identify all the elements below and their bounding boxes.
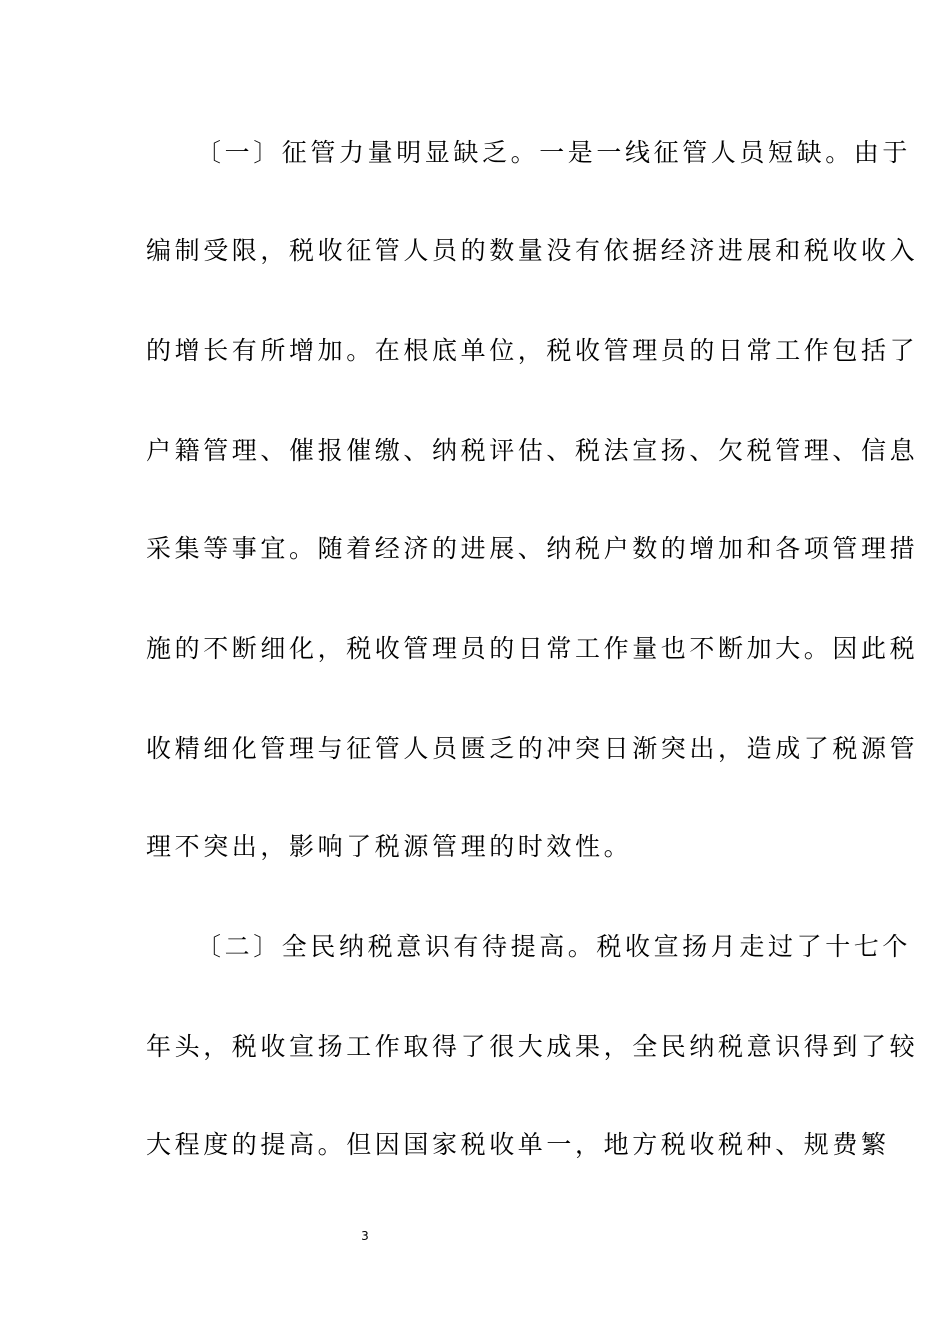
paragraph-1-line-1: 〔一〕征管力量明显缺乏。一是一线征管人员短缺。由于 <box>196 138 912 167</box>
paragraph-1-line-8: 理不突出，影响了税源管理的时效性。 <box>146 832 633 861</box>
paragraph-2-line-3: 大程度的提高。但因国家税收单一，地方税收税种、规费繁 <box>146 1130 890 1159</box>
paragraph-2-line-2: 年头，税收宣扬工作取得了很大成果，全民纳税意识得到了较 <box>146 1032 919 1061</box>
paragraph-1-line-3: 的增长有所增加。在根底单位，税收管理员的日常工作包括了 <box>146 336 919 365</box>
paragraph-1-line-6: 施的不断细化，税收管理员的日常工作量也不断加大。因此税 <box>146 634 919 663</box>
paragraph-1-line-7: 收精细化管理与征管人员匮乏的冲突日渐突出，造成了税源管 <box>146 734 919 763</box>
paragraph-2-line-1: 〔二〕全民纳税意识有待提高。税收宣扬月走过了十七个 <box>196 932 912 961</box>
paragraph-1-line-2: 编制受限，税收征管人员的数量没有依据经济进展和税收收入 <box>146 236 919 265</box>
paragraph-1-line-5: 采集等事宜。随着经济的进展、纳税户数的增加和各项管理措 <box>146 534 919 563</box>
paragraph-1-line-4: 户籍管理、催报催缴、纳税评估、税法宣扬、欠税管理、信息 <box>146 436 919 465</box>
page-number: 3 <box>361 1229 369 1243</box>
